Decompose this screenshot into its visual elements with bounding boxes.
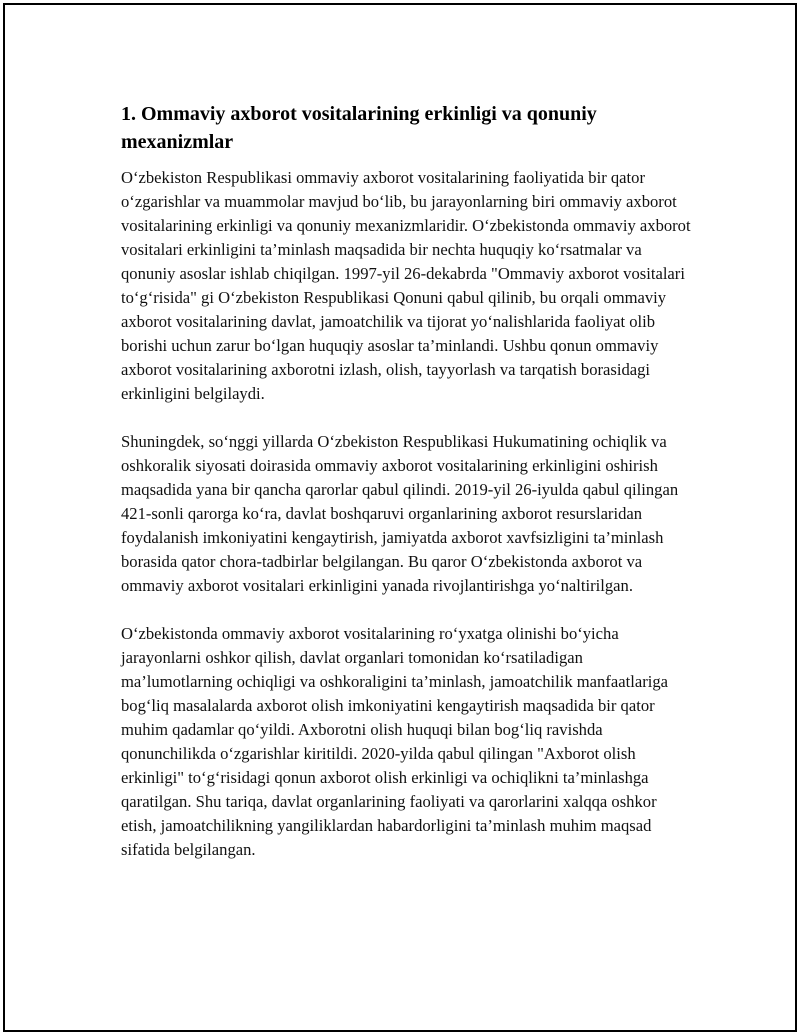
document-body xyxy=(121,100,691,886)
paragraph-1: O‘zbekiston Respublikasi ommaviy axborot vositalarining faoliyatida bir qator o‘zgarishlar va muammolar mavjud bo‘lib, bu jarayonlarning biri ommaviy axborot vositalarining erkinligi va qonuniy mexanizmlaridir. O‘zbekistonda ommaviy axborot vositalari erkinligini ta’minlash maqsadida bir nechta huquqiy ko‘rsatmalar va qonuniy asoslar ishlab chiqilgan. 1997-yil 26-dekabrda "Ommaviy axborot vositalari to‘g‘risida" gi O‘zbekiston Respublikasi Qonuni qabul qilinib, bu orqali ommaviy axborot vositalarining davlat, jamoatchilik va tijorat yo‘nalishlarida faoliyat olib borishi uchun zarur bo‘lgan huquqiy asoslar ta’minlandi. Ushbu qonun ommaviy axborot vositalarining axborotni izlash, olish, tayyorlash va tarqatish borasidagi erkinligini belgilaydi. xyxy=(121,168,691,403)
paragraph-3: O‘zbekistonda ommaviy axborot vositalarining ro‘yxatga olinishi bo‘yicha jarayonlarni oshkor qilish, davlat organlari tomonidan ko‘rsatiladigan ma’lumotlarning ochiqligi va oshkoraligini ta’minlash, jamoatchilik manfaatlariga bog‘liq masalalarda axborot olish imkoniyatini kengaytirish maqsadida bir qator muhim qadamlar qo‘yildi. Axborotni olish huquqi bilan bog‘liq ravishda qonunchilikda o‘zgarishlar kiritildi. 2020-yilda qabul qilingan "Axborot olish erkinligi" to‘g‘risidagi qonun axborot olish erkinligi va ochiqlikni ta’minlashga qaratilgan. Shu tariqa, davlat organlarining faoliyati va qarorlarini xalqqa oshkor etish, jamoatchilikning yangiliklardan habardorligini ta’minlash muhim maqsad sifatida belgilangan. xyxy=(121,624,668,859)
paragraph-2: Shuningdek, so‘nggi yillarda O‘zbekiston Respublikasi Hukumatining ochiqlik va oshkoralik siyosati doirasida ommaviy axborot vositalarining erkinligini oshirish maqsadida yana bir qancha qarorlar qabul qilindi. 2019-yil 26-iyulda qabul qilingan 421-sonli qarorga ko‘ra, davlat boshqaruvi organlarining axborot resurslaridan foydalanish imkoniyatini kengaytirish, jamiyatda axborot xavfsizligini ta’minlash borasida qator chora-tadbirlar belgilangan. Bu qaror O‘zbekistonda axborot va ommaviy axborot vositalari erkinligini yanada rivojlantirishga yo‘naltirilgan. xyxy=(121,432,679,595)
section-title: 1. Ommaviy axborot vositalarining erkinligi va qonuniy mexanizmlar xyxy=(121,103,597,153)
page-frame xyxy=(3,3,797,1032)
